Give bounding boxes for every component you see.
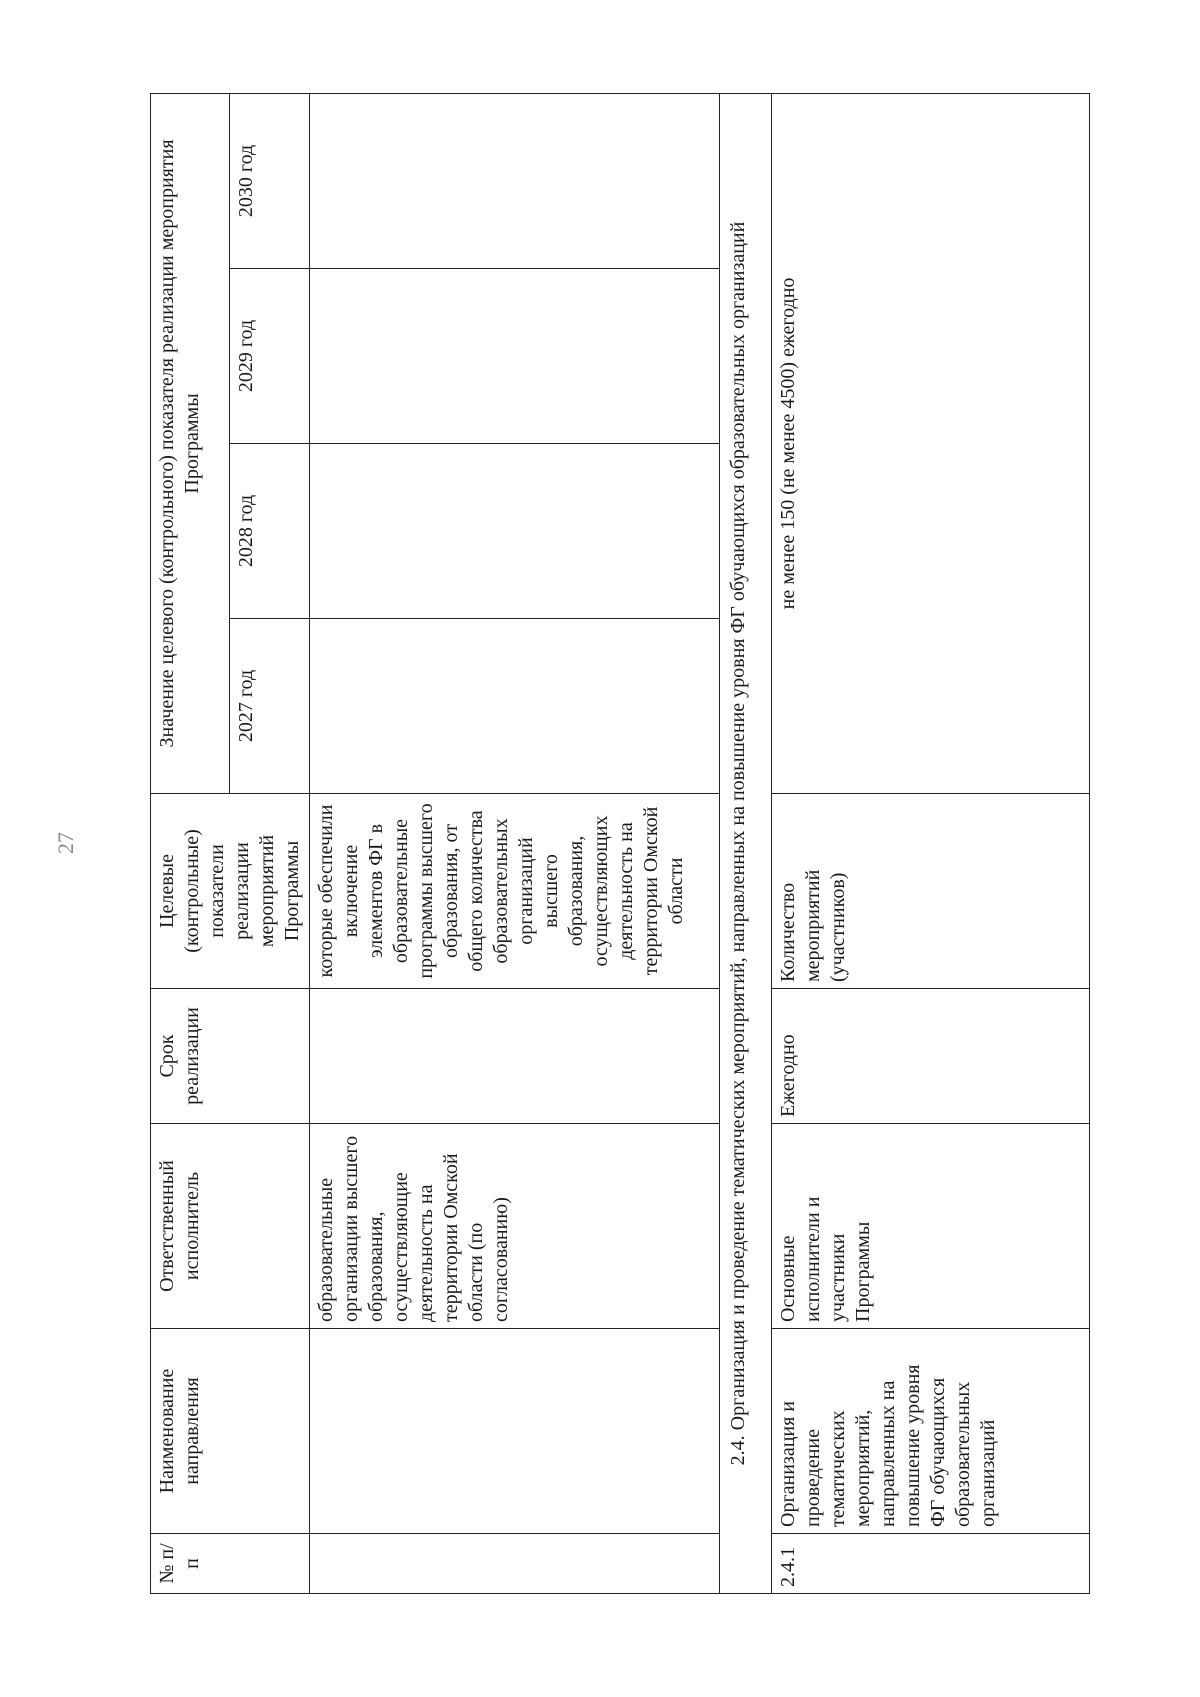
cell-2027	[310, 619, 720, 794]
cell-responsible: Основные исполнители и участники Программы	[772, 1124, 1090, 1329]
program-table-container	[150, 94, 1090, 1594]
header-row	[151, 93, 230, 1593]
header-value-group: Значение целевого (контрольного) показателя реализации мероприятия Программы	[151, 93, 230, 793]
table-row-2-4-1	[772, 93, 1090, 1593]
cell-term: Ежегодно	[772, 989, 1090, 1124]
cell-indicator: Количество мероприятий (участников)	[772, 794, 1090, 989]
section-row	[720, 93, 772, 1593]
table-row-continued	[310, 93, 720, 1593]
header-year-2028: 2028 год	[229, 444, 309, 619]
cell-2030	[310, 93, 720, 268]
cell-2029	[310, 269, 720, 444]
cell-term	[310, 989, 720, 1124]
page-number: 27	[53, 832, 78, 854]
cell-indicator: которые обеспечили включение элементов ФГ в образовательные программы высшего образования, от общего количества образовательных организаций высшего образования, осуществляющих деятельность на территории Омской области	[310, 794, 720, 989]
cell-num	[310, 1534, 720, 1594]
header-num: № п/п	[151, 1534, 310, 1594]
cell-2028	[310, 444, 720, 619]
header-year-2029: 2029 год	[229, 269, 309, 444]
section-title-2-4: 2.4. Организация и проведение тематических мероприятий, направленных на повышение уровня ФГ обучающихся образовательных организаций	[720, 93, 772, 1593]
cell-name	[310, 1329, 720, 1534]
cell-num: 2.4.1	[772, 1534, 1090, 1594]
cell-name: Организация и проведение тематических мероприятий, направленных на повышение уровня ФГ обучающихся образовательных организаций	[772, 1329, 1090, 1534]
header-indicator: Целевые (контрольные) показатели реализации мероприятий Программы	[151, 794, 310, 989]
header-year-2027: 2027 год	[229, 619, 309, 794]
header-year-2030: 2030 год	[229, 93, 309, 268]
header-term: Срок реализации	[151, 989, 310, 1124]
header-responsible: Ответственный исполнитель	[151, 1124, 310, 1329]
cell-responsible: образовательные организации высшего образования, осуществляющие деятельность на территории Омской области (по согласованию)	[310, 1124, 720, 1329]
program-table	[150, 93, 1090, 1594]
header-name: Наименование направления	[151, 1329, 310, 1534]
cell-value: не менее 150 (не менее 4500) ежегодно	[772, 93, 1090, 793]
